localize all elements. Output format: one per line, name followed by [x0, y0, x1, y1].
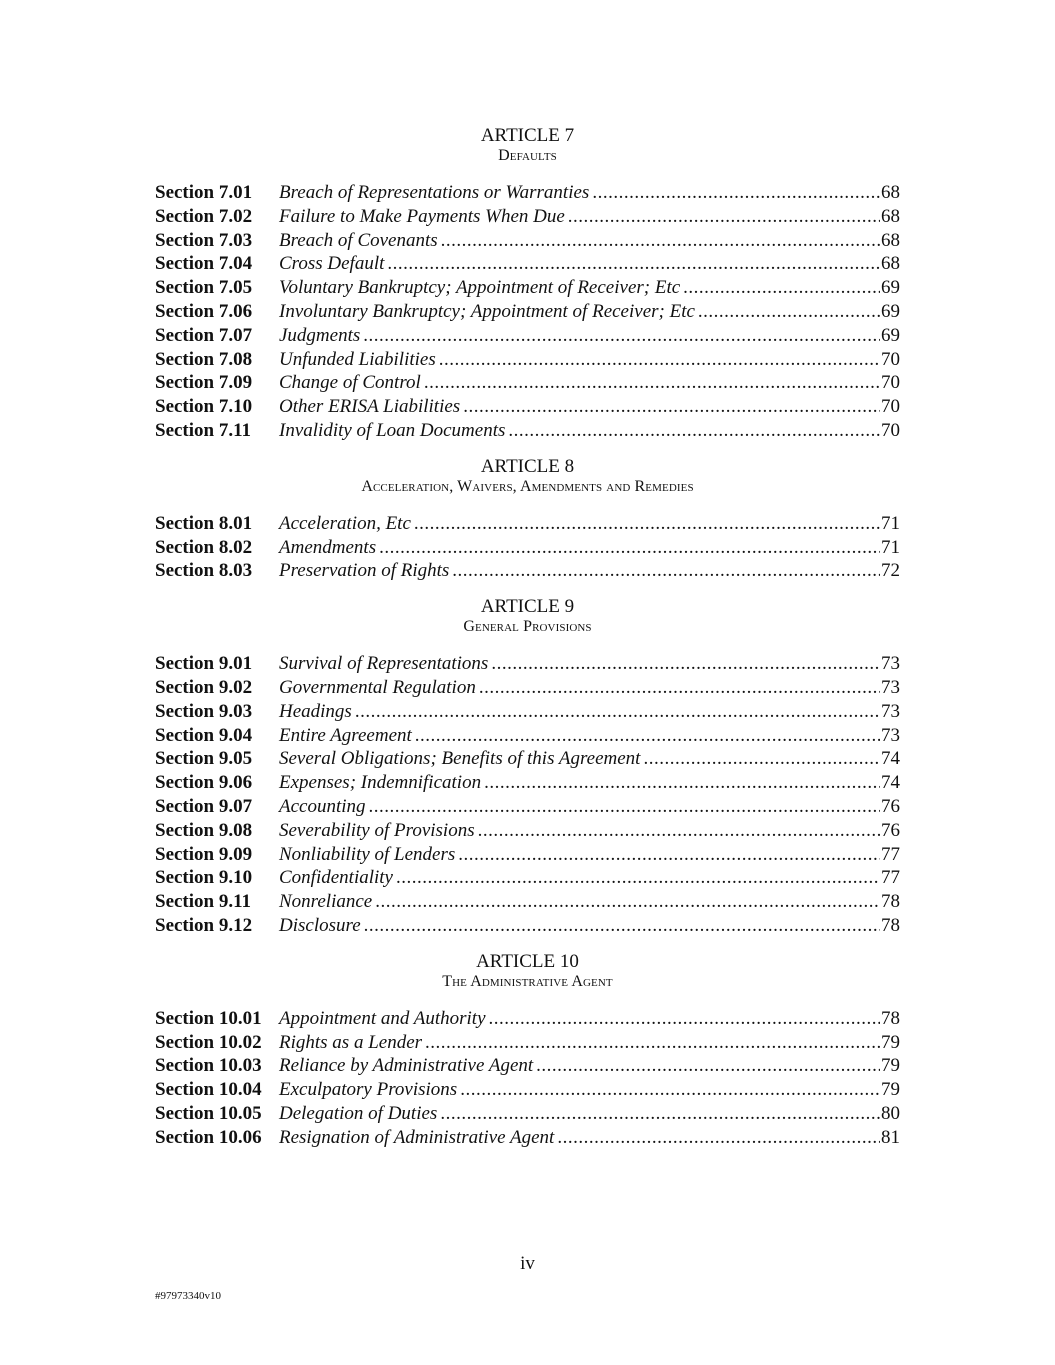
dot-leader	[369, 795, 880, 819]
section-title: Rights as a Lender	[279, 1031, 423, 1053]
article-block	[155, 596, 900, 938]
section-number: Section 8.01	[155, 512, 253, 534]
dot-leader	[375, 890, 880, 914]
article-number: ARTICLE 10	[476, 950, 579, 972]
section-number: Section 7.09	[155, 372, 253, 394]
dot-leader	[414, 512, 880, 536]
section-title: Cross Default	[279, 253, 385, 275]
section-page-number: 70	[881, 372, 900, 394]
toc-entry	[155, 205, 900, 229]
section-list	[155, 652, 900, 938]
dot-leader	[439, 348, 880, 372]
section-number: Section 7.08	[155, 348, 253, 370]
section-page-number: 68	[881, 253, 900, 275]
toc-entry	[155, 348, 900, 372]
section-title: Appointment and Authority	[279, 1007, 486, 1029]
dot-leader	[484, 771, 880, 795]
toc-entry	[155, 724, 900, 748]
section-title: Delegation of Duties	[279, 1102, 438, 1124]
section-title: Breach of Covenants	[279, 229, 438, 251]
dot-leader	[489, 1007, 880, 1031]
toc-entry	[155, 512, 900, 536]
section-title: Disclosure	[279, 914, 361, 936]
section-page-number: 73	[881, 653, 900, 675]
section-number: Section 10.05	[155, 1102, 262, 1124]
dot-leader	[415, 724, 880, 748]
section-number: Section 9.02	[155, 676, 253, 698]
dot-leader	[396, 866, 880, 890]
toc-entry	[155, 652, 900, 676]
section-page-number: 73	[881, 700, 900, 722]
section-number: Section 9.05	[155, 748, 253, 770]
toc-entry	[155, 252, 900, 276]
section-page-number: 69	[881, 277, 900, 299]
section-number: Section 10.03	[155, 1055, 262, 1077]
section-number: Section 7.05	[155, 277, 253, 299]
dot-leader	[479, 676, 880, 700]
section-list	[155, 1007, 900, 1150]
toc-entry	[155, 843, 900, 867]
section-title: Involuntary Bankruptcy; Appointment of Receiver; Etc	[279, 300, 695, 322]
toc-entry	[155, 1007, 900, 1031]
dot-leader	[491, 652, 880, 676]
section-number: Section 9.06	[155, 772, 253, 794]
section-title: Accounting	[279, 795, 366, 817]
dot-leader	[379, 536, 880, 560]
section-page-number: 78	[881, 914, 900, 936]
section-title: Breach of Representations or Warranties	[279, 182, 590, 203]
dot-leader	[536, 1054, 880, 1078]
section-number: Section 7.06	[155, 300, 253, 322]
section-title: Exculpatory Provisions	[279, 1079, 458, 1101]
section-page-number: 70	[881, 396, 900, 418]
article-number: ARTICLE 7	[480, 125, 575, 146]
section-title: Survival of Representations	[279, 653, 489, 675]
dot-leader	[452, 559, 880, 583]
dot-leader	[508, 419, 880, 443]
section-number: Section 7.04	[155, 253, 253, 275]
dot-leader	[557, 1126, 880, 1150]
section-title: Entire Agreement	[279, 724, 412, 746]
section-page-number: 80	[881, 1102, 900, 1124]
dot-leader	[592, 181, 880, 205]
section-page-number: 70	[881, 419, 900, 441]
toc-entry	[155, 676, 900, 700]
article-number: ARTICLE 8	[480, 455, 575, 477]
section-number: Section 7.01	[155, 182, 253, 203]
toc-entry	[155, 771, 900, 795]
section-title: Several Obligations; Benefits of this Agreement	[279, 748, 641, 770]
dot-leader	[424, 371, 880, 395]
section-page-number: 73	[881, 724, 900, 746]
toc-entry	[155, 229, 900, 253]
article-block	[155, 456, 900, 583]
section-title: Acceleration, Etc	[279, 512, 411, 534]
dot-leader	[458, 843, 880, 867]
section-title: Judgments	[279, 324, 361, 346]
section-number: Section 10.01	[155, 1007, 262, 1029]
section-number: Section 10.02	[155, 1031, 262, 1053]
section-title: Governmental Regulation	[279, 676, 476, 698]
section-number: Section 9.11	[155, 891, 252, 913]
dot-leader	[387, 252, 880, 276]
section-page-number: 72	[881, 560, 900, 582]
section-number: Section 7.10	[155, 396, 253, 418]
toc-entry	[155, 1126, 900, 1150]
section-page-number: 78	[881, 1007, 900, 1029]
section-title: Expenses; Indemnification	[279, 772, 482, 794]
article-number: ARTICLE 9	[480, 596, 575, 618]
toc-entry	[155, 559, 900, 583]
toc-entry	[155, 1054, 900, 1078]
section-number: Section 9.10	[155, 867, 253, 889]
toc-entry	[155, 819, 900, 843]
dot-leader	[463, 395, 880, 419]
section-title: Change of Control	[279, 372, 421, 394]
section-title: Voluntary Bankruptcy; Appointment of Receiver; Etc	[279, 277, 681, 299]
toc-entry	[155, 536, 900, 560]
section-page-number: 68	[881, 205, 900, 227]
section-page-number: 76	[881, 795, 900, 817]
section-title: Preservation of Rights	[279, 560, 450, 582]
dot-leader	[364, 914, 880, 938]
dot-leader	[460, 1078, 880, 1102]
section-page-number: 68	[881, 182, 900, 203]
dot-leader	[478, 819, 880, 843]
section-page-number: 77	[881, 867, 900, 889]
section-title: Nonreliance	[279, 891, 373, 913]
section-number: Section 9.09	[155, 843, 253, 865]
toc-entry	[155, 276, 900, 300]
section-page-number: 79	[881, 1031, 900, 1053]
section-number: Section 7.03	[155, 229, 253, 251]
section-number: Section 8.02	[155, 536, 253, 558]
section-page-number: 69	[881, 324, 900, 346]
article-block	[155, 951, 900, 1150]
section-number: Section 10.06	[155, 1126, 262, 1148]
toc-entry	[155, 371, 900, 395]
section-number: Section 7.11	[155, 419, 252, 441]
section-number: Section 7.07	[155, 324, 253, 346]
section-title: Unfunded Liabilities	[279, 348, 436, 370]
table-of-contents	[155, 125, 900, 1150]
toc-entry	[155, 324, 900, 348]
toc-entry	[155, 1102, 900, 1126]
dot-leader	[441, 229, 880, 253]
toc-entry	[155, 914, 900, 938]
section-page-number: 81	[881, 1126, 900, 1148]
section-page-number: 71	[881, 512, 900, 534]
toc-entry	[155, 700, 900, 724]
section-title: Amendments	[279, 536, 377, 558]
section-page-number: 71	[881, 536, 900, 558]
toc-entry	[155, 795, 900, 819]
section-title: Invalidity of Loan Documents	[279, 419, 506, 441]
section-number: Section 9.08	[155, 819, 253, 841]
section-number: Section 9.07	[155, 795, 253, 817]
section-number: Section 9.04	[155, 724, 253, 746]
section-title: Resignation of Administrative Agent	[279, 1126, 555, 1148]
section-page-number: 74	[881, 748, 900, 770]
section-page-number: 79	[881, 1055, 900, 1077]
article-title: General Provisions	[463, 618, 592, 636]
toc-entry	[155, 395, 900, 419]
section-title: Failure to Make Payments When Due	[279, 205, 565, 227]
toc-entry	[155, 1078, 900, 1102]
dot-leader	[425, 1031, 880, 1055]
toc-entry	[155, 866, 900, 890]
toc-entry	[155, 747, 900, 771]
toc-entry	[155, 890, 900, 914]
dot-leader	[683, 276, 880, 300]
document-id: #97973340v10	[155, 1290, 221, 1302]
dot-leader	[568, 205, 880, 229]
section-page-number: 77	[881, 843, 900, 865]
section-number: Section 10.04	[155, 1079, 262, 1101]
section-page-number: 70	[881, 348, 900, 370]
section-title: Reliance by Administrative Agent	[279, 1055, 534, 1077]
toc-entry	[155, 181, 900, 205]
dot-leader	[363, 324, 880, 348]
toc-entry	[155, 419, 900, 443]
section-number: Section 9.03	[155, 700, 253, 722]
dot-leader	[355, 700, 880, 724]
article-block	[155, 125, 900, 443]
section-page-number: 73	[881, 676, 900, 698]
section-page-number: 79	[881, 1079, 900, 1101]
section-title: Nonliability of Lenders	[279, 843, 456, 865]
article-title: Acceleration, Waivers, Amendments and Remedies	[361, 477, 694, 495]
section-title: Headings	[279, 700, 352, 722]
section-list	[155, 512, 900, 583]
toc-entry	[155, 1031, 900, 1055]
section-page-number: 74	[881, 772, 900, 794]
section-number: Section 7.02	[155, 205, 253, 227]
section-page-number: 68	[881, 229, 900, 251]
dot-leader	[440, 1102, 880, 1126]
section-page-number: 69	[881, 300, 900, 322]
dot-leader	[698, 300, 880, 324]
section-title: Confidentiality	[279, 867, 393, 889]
section-number: Section 9.01	[155, 653, 253, 675]
section-list	[155, 181, 900, 443]
toc-entry	[155, 300, 900, 324]
section-title: Severability of Provisions	[279, 819, 475, 841]
section-number: Section 8.03	[155, 560, 253, 582]
section-title: Other ERISA Liabilities	[279, 396, 461, 418]
page-number: iv	[520, 1253, 535, 1274]
section-number: Section 9.12	[155, 914, 253, 936]
section-page-number: 76	[881, 819, 900, 841]
article-title: The Administrative Agent	[442, 972, 613, 990]
article-title: Defaults	[498, 147, 557, 164]
section-page-number: 78	[881, 891, 900, 913]
dot-leader	[643, 747, 880, 771]
